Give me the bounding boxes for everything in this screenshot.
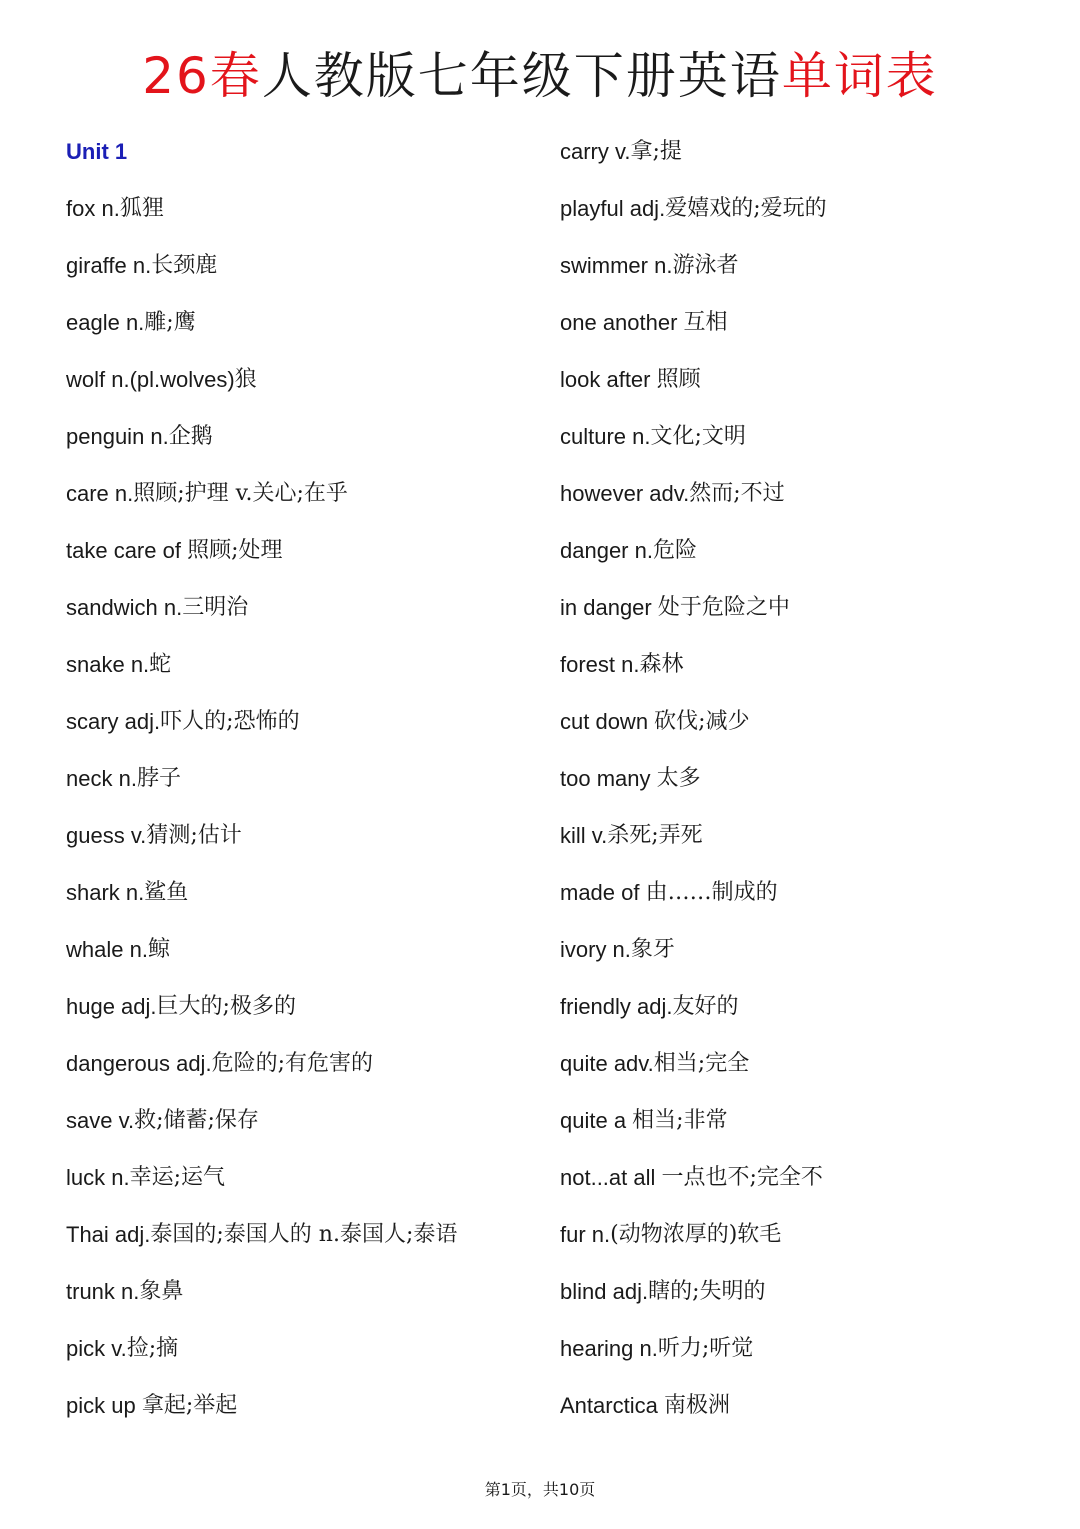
word-entry: [560, 693, 1040, 750]
word-entry: [66, 1320, 536, 1377]
word-english: sandwich n.: [66, 595, 183, 620]
word-entry: [66, 579, 536, 636]
word-english: danger n.: [560, 538, 653, 563]
word-english: swimmer n.: [560, 253, 673, 278]
word-entry: [560, 351, 1040, 408]
word-english: whale n.: [66, 937, 148, 962]
word-chinese: 游泳者: [672, 253, 739, 278]
word-entry: [66, 1035, 536, 1092]
right-word-column: [560, 123, 1040, 1434]
page-title: [0, 40, 1080, 112]
word-english: look after: [560, 367, 657, 392]
word-english: in danger: [560, 595, 658, 620]
word-entry: [560, 807, 1040, 864]
title-part-book: 人教版七年级下册英语: [261, 47, 782, 105]
word-chinese: 太多: [656, 766, 701, 791]
word-chinese: 照顾: [656, 367, 701, 392]
word-chinese: 互相: [683, 310, 728, 335]
word-entry: [66, 1092, 536, 1149]
word-entry: [560, 579, 1040, 636]
word-entry: [66, 408, 536, 465]
word-english: fur n.: [560, 1222, 611, 1247]
word-chinese: 长颈鹿: [151, 253, 218, 278]
word-chinese: 友好的: [672, 994, 739, 1019]
word-english: kill v.: [560, 823, 608, 848]
word-english: luck n.: [66, 1165, 130, 1190]
unit-heading-row: [66, 123, 536, 180]
word-chinese: 雕;鹰: [144, 310, 196, 335]
word-entry: [66, 294, 536, 351]
word-entry: [560, 1377, 1040, 1434]
word-english: pick v.: [66, 1336, 127, 1361]
word-chinese: 然而;不过: [689, 481, 785, 506]
word-entry: [66, 180, 536, 237]
word-english: huge adj.: [66, 994, 157, 1019]
word-entry: [66, 1206, 536, 1263]
word-entry: [66, 522, 536, 579]
word-entry: [560, 921, 1040, 978]
word-english: quite a: [560, 1108, 633, 1133]
word-chinese: 泰国的;泰国人的 n.泰国人;泰语: [150, 1222, 458, 1247]
word-chinese: 猜测;估计: [146, 823, 242, 848]
word-entry: [66, 864, 536, 921]
word-english: made of: [560, 880, 646, 905]
word-english: eagle n.: [66, 310, 145, 335]
word-english: take care of: [66, 538, 188, 563]
word-entry: [66, 921, 536, 978]
left-word-column: [66, 123, 536, 1434]
word-entry: [560, 1149, 1040, 1206]
word-english: forest n.: [560, 652, 640, 677]
word-english: hearing n.: [560, 1336, 658, 1361]
title-part-wordlist: 单词表: [781, 47, 938, 105]
page-footer: 第1页，共10页: [484, 1480, 596, 1499]
word-chinese: 处于危险之中: [657, 595, 790, 620]
word-chinese: 相当;完全: [653, 1051, 750, 1076]
word-chinese: 照顾;处理: [187, 538, 283, 563]
word-chinese: 危险: [652, 538, 697, 563]
word-chinese: 救;储蓄;保存: [134, 1108, 259, 1133]
word-entry: [66, 807, 536, 864]
word-entry: [560, 1035, 1040, 1092]
word-chinese: 三明治: [182, 595, 249, 620]
word-english: friendly adj.: [560, 994, 673, 1019]
word-entry: [560, 1263, 1040, 1320]
word-entry: [560, 864, 1040, 921]
word-english: too many: [560, 766, 657, 791]
word-english: scary adj.: [66, 709, 161, 734]
word-chinese: 相当;非常: [632, 1108, 728, 1133]
word-entry: [66, 237, 536, 294]
word-english: culture n.: [560, 424, 651, 449]
word-english: dangerous adj.: [66, 1051, 212, 1076]
word-chinese: 吓人的;恐怖的: [160, 709, 300, 734]
word-entry: [560, 123, 1040, 180]
word-entry: [560, 465, 1040, 522]
word-chinese: 拿;提: [630, 139, 682, 164]
word-entry: [66, 1377, 536, 1434]
word-entry: [560, 1320, 1040, 1377]
word-english: trunk n.: [66, 1279, 140, 1304]
word-chinese: 脖子: [136, 766, 181, 791]
word-english: shark n.: [66, 880, 145, 905]
word-chinese: 拿起;举起: [141, 1393, 238, 1418]
word-entry: [66, 465, 536, 522]
word-entry: [560, 180, 1040, 237]
word-chinese: 企鹅: [168, 424, 213, 449]
word-english: pick up: [66, 1393, 142, 1418]
word-english: Antarctica: [560, 1393, 664, 1418]
word-entry: [66, 636, 536, 693]
word-chinese: 森林: [639, 652, 684, 677]
title-part-year: 26春: [142, 47, 262, 105]
word-chinese: 照顾;护理 v.关心;在乎: [133, 481, 348, 506]
word-english: carry v.: [560, 139, 631, 164]
word-chinese: 象牙: [630, 937, 675, 962]
word-english: one another: [560, 310, 684, 335]
word-chinese: 一点也不;完全不: [661, 1165, 823, 1190]
word-english: neck n.: [66, 766, 137, 791]
word-entry: [66, 351, 536, 408]
word-chinese: 南极洲: [663, 1393, 730, 1418]
word-chinese: 鲨鱼: [144, 880, 189, 905]
word-entry: [66, 693, 536, 750]
word-chinese: 蛇: [149, 652, 172, 677]
word-chinese: 鲸: [147, 937, 170, 962]
word-chinese: 危险的;有危害的: [211, 1051, 373, 1076]
word-chinese: 幸运;运气: [129, 1165, 226, 1190]
word-entry: [66, 978, 536, 1035]
word-english: ivory n.: [560, 937, 631, 962]
word-chinese: 杀死;弄死: [607, 823, 703, 848]
word-entry: [66, 1149, 536, 1206]
word-english: wolf n.(pl.wolves): [66, 367, 235, 392]
word-chinese: 文化;文明: [650, 424, 746, 449]
word-entry: [560, 522, 1040, 579]
word-entry: [560, 237, 1040, 294]
word-entry: [560, 1206, 1040, 1263]
word-chinese: 瞎的;失明的: [648, 1279, 766, 1304]
word-english: cut down: [560, 709, 655, 734]
word-english: care n.: [66, 481, 134, 506]
word-english: giraffe n.: [66, 253, 152, 278]
word-chinese: 狼: [234, 367, 257, 392]
word-chinese: 爱嬉戏的;爱玩的: [665, 196, 827, 221]
word-chinese: 狐狸: [119, 196, 164, 221]
word-entry: [560, 636, 1040, 693]
word-english: quite adv.: [560, 1051, 654, 1076]
word-entry: [560, 750, 1040, 807]
word-entry: [560, 978, 1040, 1035]
word-entry: [66, 750, 536, 807]
unit-heading: Unit 1: [66, 139, 128, 164]
word-chinese: 捡;摘: [126, 1336, 179, 1361]
word-entry: [560, 408, 1040, 465]
word-chinese: 象鼻: [139, 1279, 184, 1304]
word-chinese: 砍伐;减少: [654, 709, 750, 734]
word-english: Thai adj.: [66, 1222, 151, 1247]
word-english: snake n.: [66, 652, 150, 677]
word-entry: [560, 294, 1040, 351]
word-entry: [66, 1263, 536, 1320]
word-chinese: (动物浓厚的)软毛: [610, 1222, 782, 1247]
word-english: save v.: [66, 1108, 135, 1133]
word-english: blind adj.: [560, 1279, 649, 1304]
word-chinese: 由……制成的: [645, 880, 778, 905]
word-english: penguin n.: [66, 424, 169, 449]
word-english: fox n.: [66, 196, 120, 221]
word-english: guess v.: [66, 823, 147, 848]
word-english: playful adj.: [560, 196, 666, 221]
word-chinese: 巨大的;极多的: [156, 994, 296, 1019]
word-english: not...at all: [560, 1165, 662, 1190]
word-entry: [560, 1092, 1040, 1149]
word-chinese: 听力;听觉: [657, 1336, 754, 1361]
word-english: however adv.: [560, 481, 690, 506]
